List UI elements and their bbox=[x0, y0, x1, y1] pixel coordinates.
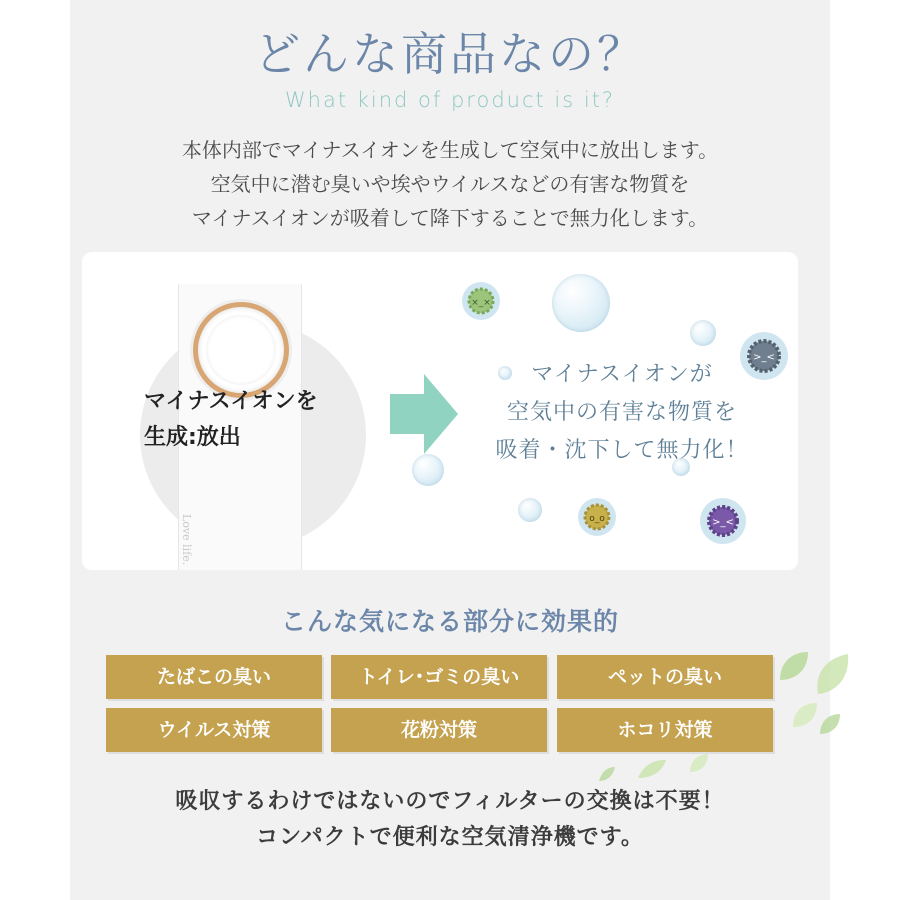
effect-description bbox=[472, 356, 772, 470]
leaf-icon bbox=[688, 752, 710, 774]
svg-text:×_×: ×_× bbox=[471, 298, 491, 308]
germ-icon bbox=[576, 496, 618, 538]
device-label-line: 生成:放出 bbox=[144, 425, 241, 450]
intro-line: マイナスイオンが吸着して降下することで無力化します。 bbox=[191, 206, 709, 230]
effect-line: 吸着・沈下して無力化！ bbox=[495, 438, 749, 463]
leaf-icon bbox=[790, 700, 820, 730]
svg-text:o_o: o_o bbox=[589, 514, 605, 524]
intro-text bbox=[0, 133, 900, 235]
effect-tag-pet: ペットの臭い bbox=[557, 655, 773, 699]
effect-line: 空気中の有害な物質を bbox=[506, 400, 737, 425]
bubble-icon bbox=[518, 498, 542, 522]
effect-tag-virus: ウイルス対策 bbox=[106, 708, 322, 752]
leaf-icon bbox=[776, 648, 812, 684]
leaf-icon bbox=[812, 652, 852, 698]
device-label bbox=[144, 384, 318, 456]
effect-tag-dust: ホコリ対策 bbox=[557, 708, 773, 752]
closing-line: コンパクトで便利な空気清浄機です。 bbox=[256, 825, 644, 850]
bubble-icon bbox=[412, 454, 444, 486]
right-arrow-icon bbox=[388, 372, 460, 456]
diagram-card bbox=[82, 252, 798, 570]
device-label-line: マイナスイオンを bbox=[144, 389, 318, 414]
bubble-icon bbox=[552, 274, 610, 332]
device-brand-text: Love life. bbox=[180, 514, 193, 566]
effect-tag-tobacco: たばこの臭い bbox=[106, 655, 322, 699]
effect-line: マイナスイオンが bbox=[531, 362, 713, 387]
effect-tag-toilet-garbage: トイレ･ゴミの臭い bbox=[331, 655, 547, 699]
germ-icon bbox=[460, 280, 502, 322]
closing-line: 吸収するわけではないのでフィルターの交換は不要！ bbox=[175, 789, 725, 814]
leaf-icon bbox=[818, 712, 842, 736]
effects-heading: こんな気になる部分に効果的 bbox=[280, 607, 619, 636]
leaf-icon bbox=[636, 758, 668, 780]
page-title: どんな商品なの？ bbox=[254, 27, 646, 81]
svg-text:>_<: >_< bbox=[712, 517, 734, 528]
germ-icon bbox=[698, 496, 748, 546]
intro-line: 本体内部でマイナスイオンを生成して空気中に放出します。 bbox=[181, 138, 719, 162]
svg-text:>_<: >_< bbox=[753, 352, 775, 363]
effect-tag-pollen: 花粉対策 bbox=[331, 708, 547, 752]
bubble-icon bbox=[690, 320, 716, 346]
intro-line: 空気中に潜む臭いや埃やウイルスなどの有害な物質を bbox=[210, 172, 690, 196]
closing-text bbox=[0, 784, 900, 856]
page-subtitle: What kind of product is it? bbox=[284, 88, 616, 112]
leaf-icon bbox=[598, 766, 616, 782]
